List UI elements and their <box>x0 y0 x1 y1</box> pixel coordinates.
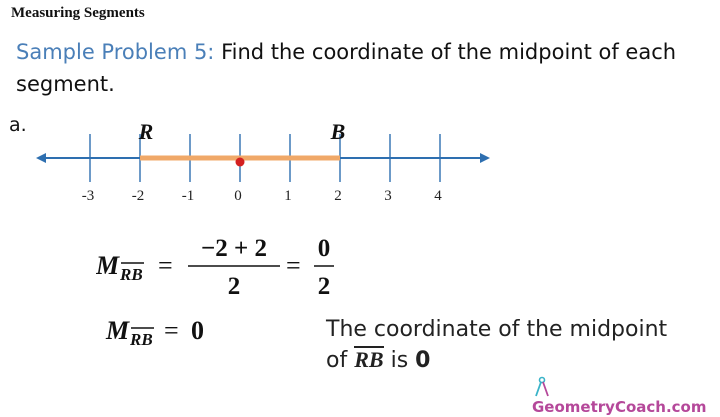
result-of: of <box>326 348 348 373</box>
midpoint-result-equation <box>96 314 276 354</box>
tick-label--3: -3 <box>81 188 95 204</box>
result-line-1: The coordinate of the midpoint <box>326 317 668 342</box>
problem-statement <box>16 36 706 100</box>
eq2-value: 0 <box>191 316 204 345</box>
midpoint-equation <box>96 232 356 302</box>
tick-label-2: 2 <box>334 188 342 204</box>
result-line-2 <box>326 345 706 376</box>
eq1-equals-2: = <box>286 251 301 280</box>
tick-label-4: 4 <box>434 188 442 204</box>
tick-label--2: -2 <box>131 188 145 204</box>
result-statement <box>326 315 706 376</box>
point-label-b: B <box>330 119 346 144</box>
eq2-subscript: RB <box>130 330 153 349</box>
eq1-frac2-denominator: 2 <box>317 273 331 300</box>
eq1-m: M <box>96 251 120 280</box>
midpoint-dot <box>236 158 245 167</box>
tick-label-0: 0 <box>234 188 242 204</box>
tick-label-1: 1 <box>284 188 292 204</box>
tick-label-3: 3 <box>384 188 392 204</box>
point-label-r: R <box>138 119 154 144</box>
problem-text: Find the coordinate of the midpoint of each segment. <box>16 40 677 96</box>
eq2-equals: = <box>164 316 179 345</box>
number-line <box>0 110 720 210</box>
result-segment: RB <box>354 345 383 375</box>
tick-label--1: -1 <box>181 188 195 204</box>
right-arrow-icon <box>480 153 490 163</box>
page-header: Measuring Segments <box>11 5 145 21</box>
eq1-equals: = <box>158 251 173 280</box>
eq2-m: M <box>106 316 130 345</box>
result-value: 0 <box>415 348 431 373</box>
logo-text: GeometryCoach.com <box>532 398 707 416</box>
left-arrow-icon <box>36 153 46 163</box>
geometrycoach-logo <box>532 376 720 417</box>
result-is: is <box>390 348 409 373</box>
eq1-numerator: −2 + 2 <box>201 235 267 262</box>
eq1-subscript: RB <box>120 265 143 284</box>
part-label: a. <box>9 114 27 136</box>
tick-labels <box>82 188 443 204</box>
compass-icon <box>532 376 552 398</box>
problem-lead: Sample Problem 5: <box>16 40 215 64</box>
eq1-frac2-numerator: 0 <box>317 235 331 262</box>
eq1-denominator: 2 <box>227 273 241 300</box>
